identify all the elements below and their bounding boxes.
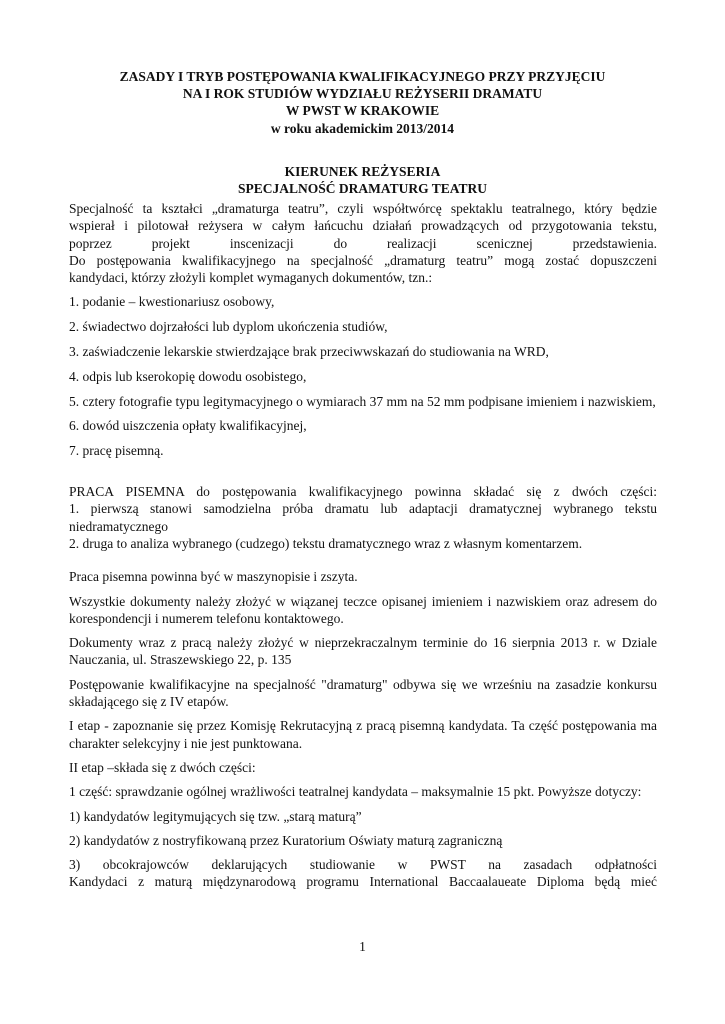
- title-line-2: NA I ROK STUDIÓW WYDZIAŁU REŻYSERII DRAMATU: [182, 86, 543, 102]
- stage1-paragraph: I etap - zapoznanie się przez Komisję Rekrutacyjną z pracą pisemną kandydata. Ta część postępowania ma charakter selekcyjny i nie jest punktowana.: [69, 718, 657, 751]
- document-list-item: 7. pracę pisemną.: [69, 443, 164, 459]
- title-line-4: w roku akademickim 2013/2014: [270, 120, 455, 136]
- candidate-group-3: [69, 856, 657, 891]
- praca-line: PRACA PISEMNA do postępowania kwalifikacyjnego powinna składać się z dwóch części:: [69, 484, 657, 500]
- intro-line: poprzez projekt inscenizacji do realizacji scenicznej przedstawienia.: [69, 235, 657, 251]
- title-line-1: ZASADY I TRYB POSTĘPOWANIA KWALIFIKACYJNEGO PRZY PRZYJĘCIU: [119, 69, 606, 84]
- subtitle-line-2: SPECJALNOŚĆ DRAMATURG TEATRU: [237, 181, 488, 197]
- intro-paragraph: [69, 200, 657, 286]
- intro-line: Specjalność ta kształci „dramaturga teatru”, czyli współtwórcę spektaklu teatralnego, który będzie: [69, 201, 657, 216]
- procedure-paragraph: Postępowanie kwalifikacyjne na specjalność "dramaturg" odbywa się we wrześniu na zasadzie konkursu składającego się z IV etapów.: [69, 676, 657, 710]
- praca-line: 1. pierwszą stanowi samodzielna próba dramatu lub adaptacji dramatycznej wybranego tekstu niedramatycznego: [69, 501, 657, 534]
- stage2-paragraph: II etap –składa się z dwóch części:: [69, 759, 256, 775]
- part1-paragraph: 1 część: sprawdzanie ogólnej wrażliwości teatralnej kandydata – maksymalnie 15 pkt. Powyższe dotyczy:: [69, 784, 642, 800]
- document-list-item: 2. świadectwo dojrzałości lub dyplom ukończenia studiów,: [69, 319, 388, 335]
- subtitle-line-1: KIERUNEK REŻYSERIA: [284, 164, 441, 179]
- document-list-item: 4. odpis lub kserokopię dowodu osobistego,: [69, 368, 307, 384]
- intro-line: kandydaci, którzy złożyli komplet wymaganych dokumentów, tzn.:: [69, 270, 433, 286]
- deadline-paragraph: Dokumenty wraz z pracą należy złożyć w nieprzekraczalnym terminie do 16 sierpnia 2013 r. w Dziale Nauczania, ul. Straszewskiego 22, p. 135: [69, 635, 657, 668]
- format-paragraph: Praca pisemna powinna być w maszynopisie i zszyta.: [69, 569, 358, 585]
- document-title: [0, 68, 725, 137]
- intro-line: Do postępowania kwalifikacyjnego na specjalność „dramaturg teatru” mogą zostać dopuszczeni: [69, 252, 657, 268]
- title-line-3: W PWST W KRAKOWIE: [285, 103, 440, 119]
- document-subtitle: [0, 163, 725, 197]
- candidate-line: 3) obcokrajowców deklarujących studiowanie w PWST na zasadach odpłatności: [69, 857, 657, 873]
- document-body: [69, 200, 657, 898]
- candidate-line: Kandydaci z maturą międzynarodową programu International Baccaalaueate Diploma będą mieć: [69, 874, 657, 890]
- document-list-item: 3. zaświadczenie lekarskie stwierdzające brak przeciwwskazań do studiowania na WRD,: [69, 344, 549, 360]
- intro-line: wspierał i pilotował reżysera w całym łańcuchu działań prowadzących od przygotowania tekstu,: [69, 218, 657, 234]
- document-list-item: 5. cztery fotografie typu legitymacyjnego o wymiarach 37 mm na 52 mm podpisane imieniem i nazwiskiem,: [69, 393, 656, 409]
- submission-paragraph: Wszystkie dokumenty należy złożyć w wiązanej teczce opisanej imieniem i nazwiskiem oraz adresem do korespondencji i numerem telefonu kontaktowego.: [69, 593, 657, 626]
- candidate-group-2: 2) kandydatów z nostryfikowaną przez Kuratorium Oświaty maturą zagraniczną: [69, 832, 503, 848]
- document-list-item: 6. dowód uiszczenia opłaty kwalifikacyjnej,: [69, 418, 307, 434]
- page-number: 1: [359, 939, 366, 954]
- praca-line: 2. druga to analiza wybranego (cudzego) tekstu dramatycznego wraz z własnym komentarzem.: [69, 535, 583, 551]
- candidate-group-1: 1) kandydatów legitymujących się tzw. „starą maturą”: [69, 808, 362, 824]
- document-list-item: 1. podanie – kwestionariusz osobowy,: [69, 294, 275, 310]
- praca-pisemna-paragraph: [69, 483, 657, 552]
